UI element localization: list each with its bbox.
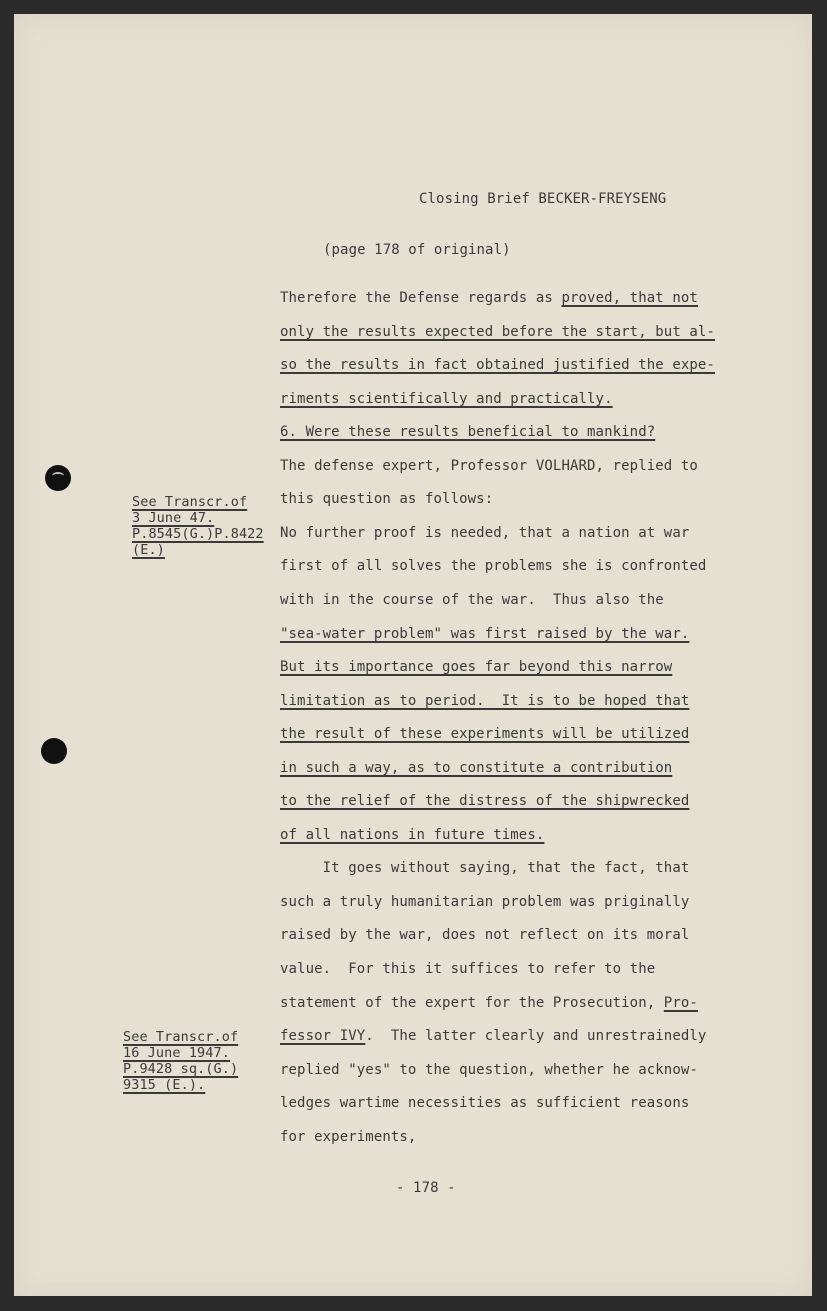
body-line: [280, 995, 698, 1011]
margin-note-line: (E.): [132, 542, 165, 558]
body-line: [280, 592, 664, 608]
body-line: [280, 558, 706, 574]
line-text: Therefore the Defense regards as: [280, 290, 562, 306]
underlined-text: to the relief of the distress of the shipwrecked: [280, 793, 690, 810]
line-text: this question as follows:: [280, 491, 494, 508]
underlined-text: of all nations in future times.: [280, 826, 545, 843]
body-line: [280, 1095, 689, 1111]
underlined-text: limitation as to period. It is to be hoped that: [280, 692, 690, 709]
punch-hole-top: [45, 465, 71, 491]
body-line: [280, 726, 689, 742]
line-text: with in the course of the war. Thus also the: [280, 591, 664, 608]
body-line: [280, 1062, 698, 1078]
margin-note-1: [132, 494, 264, 558]
line-text: value. For this it suffices to refer to the: [280, 961, 656, 977]
body-line: [280, 659, 672, 675]
line-text: for experiments,: [280, 1128, 417, 1145]
underlined-text: riments scientifically and practically.: [280, 390, 613, 407]
line-text: first of all solves the problems she is confronted: [280, 558, 707, 575]
body-line: [280, 927, 689, 943]
body-line: [280, 324, 715, 340]
body-line: [280, 1028, 706, 1044]
margin-note-line: 16 June 1947.: [123, 1045, 230, 1061]
line-text: . The latter clearly and unrestrainedly: [365, 1028, 707, 1045]
margin-note-2: [123, 1029, 238, 1093]
line-text: It goes without saying, that the fact, that: [280, 860, 690, 877]
underlined-text: fessor IVY: [280, 1028, 366, 1045]
underlined-text: the result of these experiments will be utilized: [280, 726, 690, 743]
line-text: raised by the war, does not reflect on its moral: [280, 927, 690, 944]
line-text: ledges wartime necessities as sufficient reasons: [280, 1095, 690, 1112]
body-line: [280, 290, 698, 306]
line-text: replied "yes" to the question, whether he acknow-: [280, 1061, 698, 1078]
body-line: [280, 391, 613, 407]
body-line: [280, 961, 655, 977]
margin-note-line: See Transcr.of: [132, 494, 248, 510]
margin-note-line: See Transcr.of: [123, 1029, 239, 1045]
underlined-text: Pro-: [663, 994, 698, 1011]
body-line: [280, 894, 689, 910]
punch-hole-bottom: [41, 738, 67, 764]
underlined-text: 6. Were these results beneficial to mankind?: [280, 424, 656, 441]
body-line: [280, 458, 698, 474]
line-text: No further proof is needed, that a nation at war: [280, 524, 690, 541]
margin-note-line: 3 June 47.: [132, 510, 215, 526]
body-line: [280, 860, 689, 876]
line-text: such a truly humanitarian problem was priginally: [280, 893, 690, 910]
underlined-text: in such a way, as to constitute a contribution: [280, 759, 673, 776]
document-page: [14, 14, 812, 1296]
line-text: statement of the expert for the Prosecution,: [280, 994, 664, 1011]
underlined-text: But its importance goes far beyond this narrow: [280, 659, 673, 676]
body-line: [280, 760, 672, 776]
body-line: [280, 525, 689, 541]
body-line: [280, 424, 655, 440]
body-line: [280, 827, 544, 843]
body-line: [280, 793, 689, 809]
body-line: [280, 626, 689, 642]
underlined-text: so the results in fact obtained justified the expe-: [280, 357, 715, 374]
line-text: The defense expert, Professor VOLHARD, replied to: [280, 457, 698, 474]
body-line: [280, 693, 689, 709]
underlined-text: proved, that not: [561, 290, 698, 306]
margin-note-line: P.9428 sq.(G.): [123, 1061, 239, 1077]
underlined-text: "sea-water problem" was first raised by the war.: [280, 625, 690, 642]
page-number: - 178 -: [396, 1180, 456, 1196]
body-line: [280, 357, 715, 373]
margin-note-line: 9315 (E.).: [123, 1077, 206, 1093]
margin-note-line: P.8545(G.)P.8422: [132, 526, 264, 542]
body-line: [280, 491, 493, 507]
header-title: Closing Brief BECKER-FREYSENG: [419, 191, 667, 207]
underlined-text: only the results expected before the start, but al-: [280, 323, 715, 340]
body-line: [280, 1129, 416, 1145]
page-reference: (page 178 of original): [323, 242, 511, 258]
